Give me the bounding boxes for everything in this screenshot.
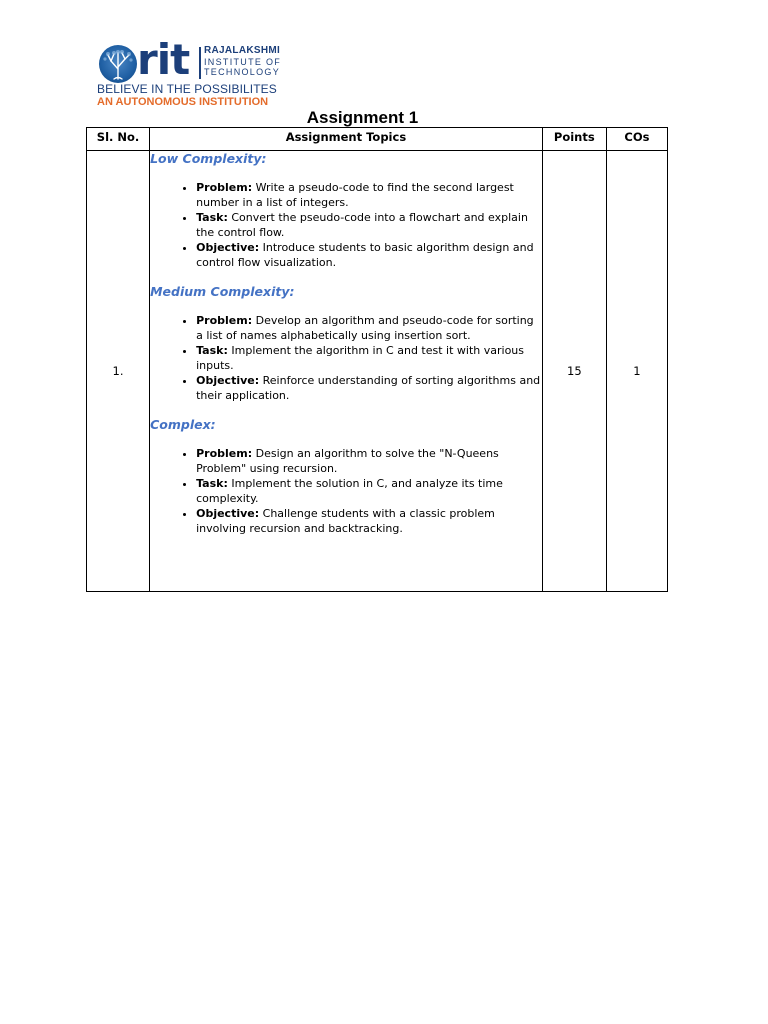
table-header-row xyxy=(87,128,668,151)
cell-points: 15 xyxy=(542,151,606,592)
item-label: Objective: xyxy=(196,507,260,520)
section-list-medium xyxy=(150,313,542,403)
item-label: Problem: xyxy=(196,447,253,460)
item-label: Problem: xyxy=(196,181,253,194)
assignment-table xyxy=(86,127,668,592)
section-list-complex xyxy=(150,446,542,536)
item-text: Implement the solution in C, and analyze its time complexity. xyxy=(196,477,503,505)
institute-name xyxy=(204,46,281,78)
section-list-low xyxy=(150,180,542,270)
institute-line-2: INSTITUTE OF xyxy=(204,56,282,67)
item-text: Challenge students with a classic problem involving recursion and backtracking. xyxy=(196,507,495,535)
cell-topics xyxy=(150,151,543,592)
item-label: Objective: xyxy=(196,241,260,254)
logo-tagline: BELIEVE IN THE POSSIBILITES xyxy=(97,82,277,96)
item-text: Develop an algorithm and pseudo-code for sorting a list of names alphabetically using insertion sort. xyxy=(196,314,534,342)
item-text: Write a pseudo-code to find the second largest number in a list of integers. xyxy=(196,181,514,209)
section-heading-low: Low Complexity: xyxy=(150,151,267,166)
tree-emblem-icon xyxy=(99,45,137,83)
logo-mark: rit xyxy=(137,35,190,84)
item-label: Task: xyxy=(196,344,228,357)
list-item xyxy=(196,506,542,536)
header-sl-no: Sl. No. xyxy=(87,128,150,151)
header-cos: COs xyxy=(606,128,667,151)
list-item xyxy=(196,373,542,403)
item-label: Task: xyxy=(196,477,228,490)
item-text: Implement the algorithm in C and test it with various inputs. xyxy=(196,344,525,372)
institute-line-3: TECHNOLOGY xyxy=(204,67,281,77)
item-text: Design an algorithm to solve the "N-Queens Problem" using recursion. xyxy=(196,447,499,475)
list-item xyxy=(196,313,542,343)
list-item xyxy=(196,240,542,270)
autonomous-label: AN AUTONOMOUS INSTITUTION xyxy=(97,96,269,108)
item-label: Task: xyxy=(196,211,228,224)
list-item xyxy=(196,476,542,506)
item-text: Introduce students to basic algorithm design and control flow visualization. xyxy=(196,241,534,269)
list-item xyxy=(196,180,542,210)
list-item xyxy=(196,343,542,373)
cell-sl-no: 1. xyxy=(87,151,150,592)
section-heading-complex: Complex: xyxy=(150,417,216,432)
logo-divider xyxy=(199,47,201,79)
header-topics: Assignment Topics xyxy=(150,128,543,151)
list-item xyxy=(196,446,542,476)
item-text: Reinforce understanding of sorting algorithms and their application. xyxy=(196,374,541,402)
item-text: Convert the pseudo-code into a flowchart and explain the control flow. xyxy=(196,211,528,239)
institute-line-1: RAJALAKSHMI xyxy=(204,45,281,56)
page-title: Assignment 1 xyxy=(306,108,419,127)
cell-cos: 1 xyxy=(606,151,667,592)
institution-logo xyxy=(97,35,297,109)
item-label: Problem: xyxy=(196,314,253,327)
item-label: Objective: xyxy=(196,374,260,387)
header-points: Points xyxy=(542,128,606,151)
table-row xyxy=(87,151,668,592)
list-item xyxy=(196,210,542,240)
section-heading-medium: Medium Complexity: xyxy=(150,284,295,299)
